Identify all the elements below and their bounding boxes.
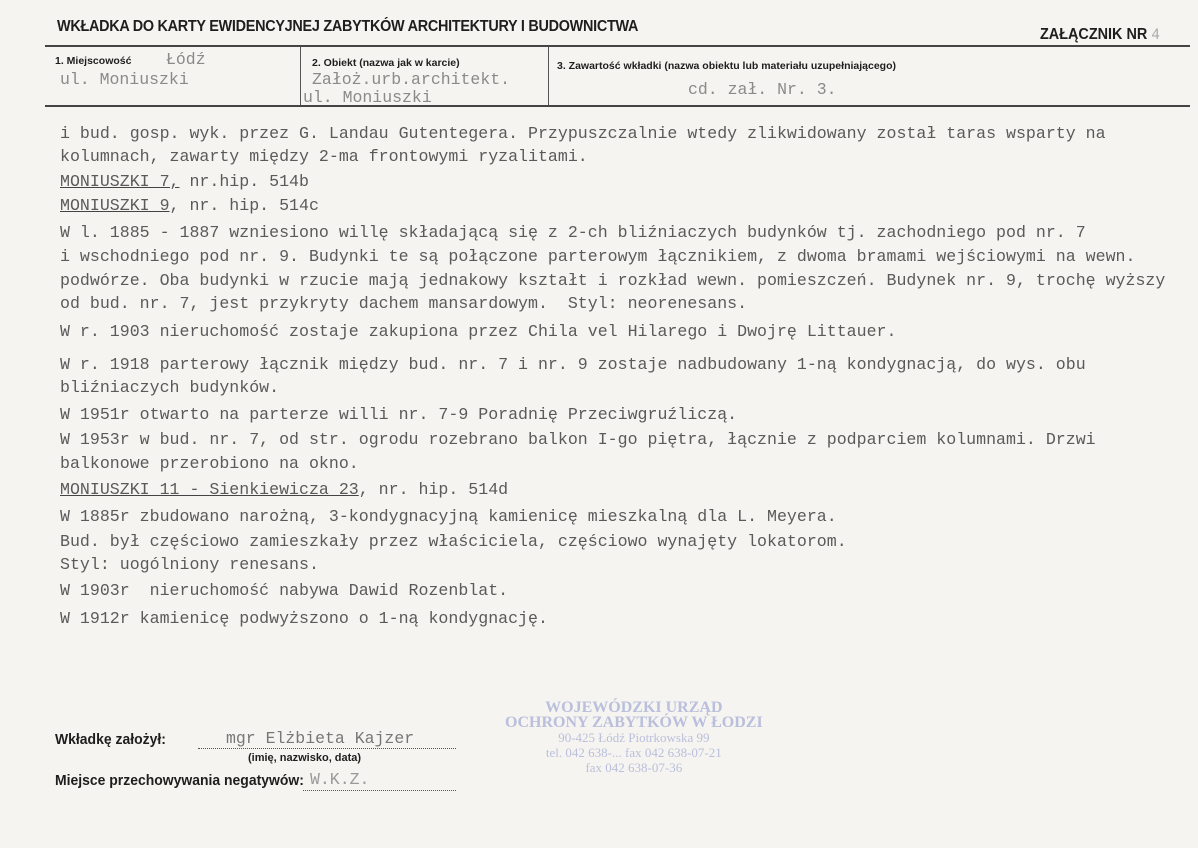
address-heading: MONIUSZKI 11 - Sienkiewicza 23 bbox=[60, 480, 359, 499]
address-heading: MONIUSZKI 7, bbox=[60, 172, 180, 191]
divider bbox=[45, 105, 1190, 107]
author-line bbox=[198, 748, 456, 749]
stamp-line: fax 042 638-07-36 bbox=[585, 760, 683, 775]
text-line bbox=[60, 322, 896, 341]
storage-line bbox=[303, 790, 456, 791]
author-value: mgr Elżbieta Kajzer bbox=[226, 729, 415, 748]
content-value: cd. zał. Nr. 3. bbox=[688, 80, 837, 99]
text-line bbox=[60, 581, 508, 600]
text-line bbox=[60, 124, 1106, 143]
text-segment: Styl: uogólniony renesans. bbox=[60, 555, 319, 574]
text-line bbox=[60, 430, 1096, 449]
text-segment: i wschodniego pod nr. 9. Budynki te są połączone parterowym łącznikiem, z dwoma bramami wejściowymi na wewn. bbox=[60, 247, 1136, 266]
text-segment: bliźniaczych budynków. bbox=[60, 378, 280, 397]
street-value: ul. Moniuszki bbox=[60, 70, 189, 89]
attachment-label: ZAŁĄCZNIK NR bbox=[1040, 26, 1148, 43]
address-heading: MONIUSZKI 9 bbox=[60, 196, 170, 215]
text-segment: W 1951r otwarto na parterze willi nr. 7-9 Poradnię Przeciwgruźliczą. bbox=[60, 405, 738, 424]
stamp-line: tel. 042 638-... fax 042 638-07-21 bbox=[545, 745, 722, 760]
object-value: Założ.urb.architekt. bbox=[312, 70, 511, 89]
text-segment: W 1912r kamienicę podwyższono o 1-ną kondygnację. bbox=[60, 609, 548, 628]
text-segment: Bud. był częściowo zamieszkały przez właściciela, częściowo wynajęty lokatorom. bbox=[60, 532, 847, 551]
object-street-value: ul. Moniuszki bbox=[303, 88, 432, 107]
text-segment: i bud. gosp. wyk. przez G. Landau Gutentegera. Przypuszczalnie wtedy zlikwidowany został taras wsparty na bbox=[60, 124, 1106, 143]
text-segment: kolumnach, zawarty między 2-ma frontowymi ryzalitami. bbox=[60, 147, 588, 166]
text-line bbox=[60, 147, 588, 166]
text-segment: W r. 1903 nieruchomość zostaje zakupiona przez Chila vel Hilarego i Dwojrę Littauer. bbox=[60, 322, 897, 341]
storage-label: Miejsce przechowywania negatywów: bbox=[55, 772, 304, 789]
text-line bbox=[60, 532, 847, 551]
text-segment: balkonowe przerobiono na okno. bbox=[60, 454, 359, 473]
text-line bbox=[60, 405, 737, 424]
text-segment: W 1953r w bud. nr. 7, od str. ogrodu rozebrano balkon I-go piętra, łącznie z podparciem kolumnami. Drzwi bbox=[60, 430, 1096, 449]
text-line bbox=[60, 223, 1086, 242]
stamp-line: OCHRONY ZABYTKÓW W ŁODZI bbox=[505, 714, 763, 731]
author-hint: (imię, nazwisko, data) bbox=[248, 752, 362, 764]
text-segment: W 1903r nieruchomość nabywa Dawid Rozenblat. bbox=[60, 581, 509, 600]
text-segment: , nr. hip. 514d bbox=[358, 480, 509, 499]
attachment-number-value: 4 bbox=[1151, 26, 1160, 44]
text-line bbox=[60, 172, 309, 191]
locality-label: 1. Miejscowość bbox=[55, 55, 132, 67]
text-line bbox=[60, 555, 319, 574]
author-label: Wkładkę założył: bbox=[55, 731, 166, 748]
stamp-line: WOJEWÓDZKI URZĄD bbox=[545, 699, 723, 716]
text-segment: , nr. hip. 514c bbox=[169, 196, 319, 215]
text-line bbox=[60, 355, 1086, 374]
office-stamp bbox=[505, 700, 763, 775]
divider bbox=[300, 47, 301, 105]
text-segment: W l. 1885 - 1887 wzniesiono willę składającą się z 2-ch bliźniaczych budynków tj. zachodniego pod nr. 7 bbox=[60, 223, 1086, 242]
text-line bbox=[60, 480, 508, 499]
text-line bbox=[60, 247, 1135, 266]
stamp-line: 90-425 Łódź Piotrkowska 99 bbox=[558, 730, 710, 745]
text-line bbox=[60, 378, 279, 397]
text-line bbox=[60, 271, 1165, 290]
text-segment: od bud. nr. 7, jest przykryty dachem mansardowym. Styl: neorenesans. bbox=[60, 294, 748, 313]
divider bbox=[548, 47, 549, 105]
text-line bbox=[60, 454, 359, 473]
text-segment: W 1885r zbudowano narożną, 3-kondygnacyjną kamienicę mieszkalną dla L. Meyera. bbox=[60, 507, 837, 526]
attachment-number bbox=[1040, 26, 1160, 44]
text-line bbox=[60, 294, 747, 313]
document-title: WKŁADKA DO KARTY EWIDENCYJNEJ ZABYTKÓW ARCHITEKTURY I BUDOWNICTWA bbox=[57, 18, 639, 35]
text-line bbox=[60, 609, 548, 628]
text-segment: W r. 1918 parterowy łącznik między bud. nr. 7 i nr. 9 zostaje nadbudowany 1-ną kondygnacją, do wys. obu bbox=[60, 355, 1086, 374]
text-line bbox=[60, 196, 319, 215]
locality-value: Łódź bbox=[166, 50, 206, 69]
storage-value: W.K.Z. bbox=[310, 770, 370, 789]
text-line bbox=[60, 507, 837, 526]
divider bbox=[45, 45, 1190, 47]
text-segment: nr.hip. 514b bbox=[179, 172, 309, 191]
text-segment: podwórze. Oba budynki w rzucie mają jednakowy kształt i rozkład wewn. pomieszczeń. Budynek nr. 9, trochę wyższy bbox=[60, 271, 1166, 290]
object-label: 2. Obiekt (nazwa jak w karcie) bbox=[312, 57, 460, 69]
content-label: 3. Zawartość wkładki (nazwa obiektu lub materiału uzupełniającego) bbox=[557, 60, 896, 72]
